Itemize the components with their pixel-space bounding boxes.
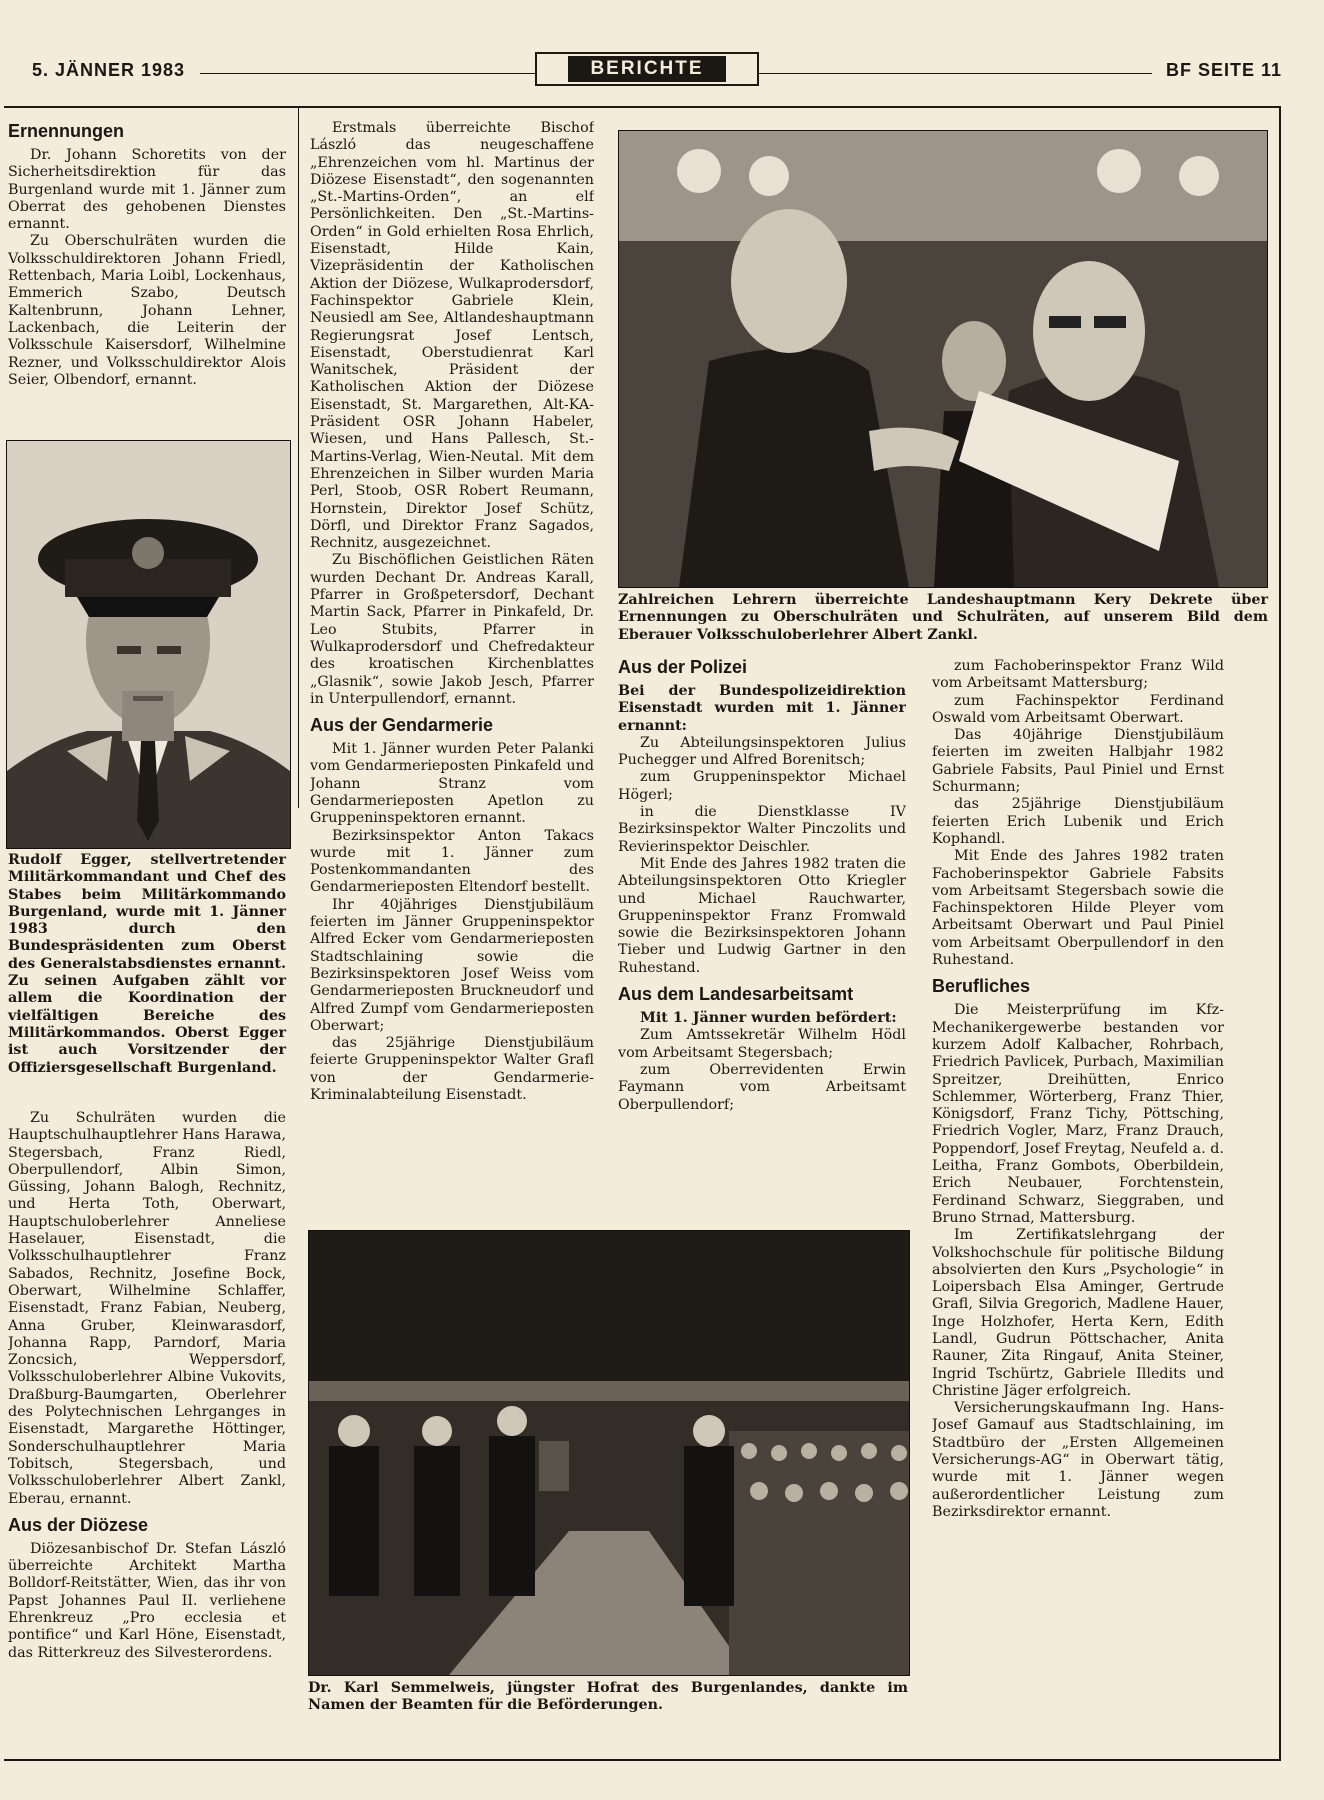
article-paragraph: Mit Ende des Jahres 1982 traten Fachoberinspektor Gabriele Fabsits vom Arbeitsamt Stegersbach sowie die Fachinspektoren Hilde Pleyer vom Arbeitsamt Oberwart und Paul Piniel vom Arbeitsamt Oberpullendorf in den Ruhestand. [932, 848, 1224, 969]
page-number: BF SEITE 11 [1165, 60, 1282, 80]
article-paragraph: Mit 1. Jänner wurden befördert: [640, 1010, 897, 1027]
bottom-photo [308, 1230, 910, 1676]
article-paragraph: Im Zertifikatslehrgang der Volkshochschule für politische Bildung absolvierten den Kurs „Psychologie“ in Loipersbach Elsa Aminger, Gertrude Grafl, Silvia Gregorich, Madlene Hauer, Inge Holzhofer, Herta Kern, Edith Landl, Gudrun Pöttschacher, Anita Rauner, Zita Ringauf, Anita Steiner, Ingrid Tschürtz, Gabriele Illedits und Christine Jäger erfolgreich. [932, 1227, 1224, 1399]
article-paragraph: zum Fachoberinspektor Franz Wild vom Arbeitsamt Mattersburg; [932, 658, 1224, 692]
section-title-berufliches: Berufliches [932, 976, 1031, 997]
article-paragraph: Zu Schulräten wurden die Hauptschulhauptlehrer Hans Harawa, Stegersbach, Franz Riedl, Oberpullendorf, Albin Simon, Güssing, Johann Balogh, Rechnitz, und Herta Toth, Oberwart, Hauptschuloberlehrer Anneliese Haselauer, Eisenstadt, die Volksschulhauptlehrer Franz Sabados, Rechnitz, Josefine Bock, Oberwart, Wilhelmine Schlaffer, Eisenstadt, Franz Fabian, Neuberg, Anna Gruber, Kleinwarasdorf, Johanna Rapp, Parndorf, Maria Zoncsich, Weppersdorf, Volksschuloberlehrer Albine Vukovits, Draßburg-Baumgarten, Oberlehrer des Polytechnischen Lehrganges in Eisenstadt, Margarethe Höttinger, Sonderschulhauptlehrer Maria Tobitsch, Stegersbach, und Volksschuloberlehrer Albert Zankl, Eberau, ernannt. [8, 1110, 286, 1507]
section-title-landesarbeitsamt: Aus dem Landesarbeitsamt [618, 984, 854, 1005]
article-paragraph: Zum Amtssekretär Wilhelm Hödl vom Arbeitsamt Stegersbach; [618, 1027, 906, 1061]
article-paragraph: Ihr 40jähriges Dienstjubiläum feierten im Jänner Gruppeninspektor Alfred Ecker vom Gendarmerieposten Stadtschlaining sowie die Bezirksinspektoren Josef Weiss vom Gendarmerieposten Bruckneudorf und Alfred Zumpf vom Gendarmerieposten Oberwart; [310, 896, 594, 1034]
portrait-photo [6, 440, 291, 849]
column-2 [310, 120, 594, 1230]
article-paragraph: Dr. Johann Schoretits von der Sicherheitsdirektion für das Burgenland wurde mit 1. Jänner zum Oberrat des gehobenen Dienstes ernannt. [8, 147, 286, 233]
section-label: BERICHTE [568, 56, 725, 82]
column-1-top [8, 120, 286, 440]
column-3 [618, 656, 906, 1224]
article-paragraph: Diözesanbischof Dr. Stefan László überreichte Architekt Martha Bolldorf-Reitstätter, Wien, das ihr von Papst Johannes Paul II. verliehene Ehrenkreuz „Pro ecclesia et pontifice“ und Karl Höne, Eisenstadt, das Ritterkreuz des Silvesterordens. [8, 1540, 286, 1661]
top-photo [618, 130, 1268, 588]
column-divider [298, 108, 299, 808]
portrait-illustration [7, 441, 290, 848]
article-paragraph: Erstmals überreichte Bischof László das neugeschaffene „Ehrenzeichen vom hl. Martinus der Diözese Eisenstadt“, den sogenannten „St.-Martins-Orden“, an elf Persönlichkeiten. Den „St.-Martins-Orden“ in Gold erhielten Rosa Ehrlich, Eisenstadt, Hilde Kain, Vizepräsidentin der Katholischen Aktion der Diözese, Wulkaprodersdorf, Fachinspektor Gabriele Klein, Neusiedl am See, Altlandeshauptmann Regierungsrat Josef Lentsch, Eisenstadt, Oberstudienrat Karl Wanitschek, Präsident der Katholischen Aktion der Diözese Eisenstadt, St. Margarethen, Alt-KA-Präsident OSR Johann Habeler, Wiesen, und Hans Pallesch, St.-Martins-Verlag, Wien-Neutal. Mit dem Ehrenzeichen in Silber wurden Maria Perl, Stoob, OSR Robert Reumann, Hornstein, Direktor Josef Schütz, Dörfl, und Direktor Franz Sagados, Rechnitz, ausgezeichnet. [310, 120, 594, 552]
bottom-photo-caption: Dr. Karl Semmelweis, jüngster Hofrat des Burgenlandes, dankte im Namen der Beamten für die Beförderungen. [308, 1680, 908, 1714]
article-paragraph: Versicherungskaufmann Ing. Hans-Josef Gamauf aus Stadtschlaining, im Stadtbüro der „Ersten Allgemeinen Versicherungs-AG“ in Oberwart tätig, wurde mit 1. Jänner wegen außerordentlicher Leistung zum Bezirksdirektor ernannt. [932, 1400, 1224, 1520]
top-photo-caption: Zahlreichen Lehrern überreichte Landeshauptmann Kery Dekrete über Ernennungen zu Oberschulräten und Schulräten, auf unserem Bild dem Eberauer Volksschuloberlehrer Albert Zankl. [618, 592, 1268, 643]
article-paragraph: Mit 1. Jänner wurden Peter Palanki vom Gendarmerieposten Pinkafeld und Johann Stranz vom Gendarmerieposten Apetlon zu Gruppeninspektoren ernannt. [310, 741, 594, 827]
article-paragraph: zum Gruppeninspektor Michael Högerl; [618, 769, 906, 803]
article-paragraph: das 25jährige Dienstjubiläum feierten Erich Lubenik und Erich Kophandl. [932, 796, 1224, 847]
article-paragraph: Das 40jährige Dienstjubiläum feierten im zweiten Halbjahr 1982 Gabriele Fabsits, Paul Piniel und Ernst Schurmann; [932, 727, 1224, 796]
section-title-ernennungen: Ernennungen [8, 121, 124, 141]
portrait-caption: Rudolf Egger, stellvertretender Militärkommandant und Chef des Stabes beim Militärkommando Burgenland, wurde mit 1. Jänner 1983 durch den Bundespräsidenten zum Oberst des Generalstabsdienstes ernannt. Zu seinen Aufgaben zählt vor allem die Koordination der vielfältigen Bereiche des Militärkommandos. Oberst Egger ist auch Vorsitzender der Offiziersgesellschaft Burgenland. [8, 852, 286, 1076]
article-paragraph: das 25jährige Dienstjubiläum feierte Gruppeninspektor Walter Grafl von der Gendarmerie-Kriminalabteilung Eisenstadt. [310, 1035, 594, 1104]
issue-date: 5. JÄNNER 1983 [32, 60, 186, 80]
article-paragraph: Zu Abteilungsinspektoren Julius Puchegger und Alfred Borenitsch; [618, 734, 906, 769]
article-paragraph: in die Dienstklasse IV Bezirksinspektor Walter Pinczolits und Revierinspektor Deischler. [618, 804, 906, 855]
hall-illustration [309, 1231, 909, 1675]
article-paragraph: zum Oberrevidenten Erwin Faymann vom Arbeitsamt Oberpullendorf; [618, 1061, 906, 1113]
column-4 [932, 658, 1224, 1720]
article-paragraph: Bei der Bundespolizeidirektion Eisenstadt wurden mit 1. Jänner ernannt: [618, 683, 906, 734]
article-paragraph: Zu Oberschulräten wurden die Volksschuldirektoren Johann Friedl, Rettenbach, Maria Loibl, Lockenhaus, Emmerich Szabo, Deutsch Kaltenbrunn, Johann Lehner, Lackenbach, die Leiterin der Volksschule Kaisersdorf, Wilhelmine Rezner, und Volksschuldirektor Alois Seier, Olbendorf, ernannt. [8, 233, 286, 388]
article-paragraph: zum Fachinspektor Ferdinand Oswald vom Arbeitsamt Oberwart. [932, 692, 1224, 726]
article-paragraph: Zu Bischöflichen Geistlichen Räten wurden Dechant Dr. Andreas Karall, Pfarrer in Großpetersdorf, Dechant Martin Sack, Pfarrer in Pinkafeld, Dr. Leo Stubits, Pfarrer in Wulkaprodersdorf und Chefredakteur des kroatischen Kirchenblattes „Glasnik“, sowie Jakob Jesch, Pfarrer in Unterpullendorf, ernannt. [310, 552, 594, 707]
header-rule-right [757, 73, 1152, 74]
section-label-box [535, 52, 759, 86]
column-1-bottom [8, 1110, 286, 1730]
section-title-polizei: Aus der Polizei [618, 657, 748, 677]
ceremony-illustration [619, 131, 1267, 587]
article-paragraph: Mit Ende des Jahres 1982 traten die Abteilungsinspektoren Otto Kriegler und Michael Rauchwarter, Gruppeninspektor Franz Fromwald sowie die Bezirksinspektoren Johann Tieber und Ludwig Gartner in den Ruhestand. [618, 855, 906, 976]
section-title-dioezese: Aus der Diözese [8, 1514, 149, 1535]
article-paragraph: Bezirksinspektor Anton Takacs wurde mit 1. Jänner zum Postenkommandanten des Gendarmerieposten Eltendorf bestellt. [310, 827, 594, 896]
section-title-gendarmerie: Aus der Gendarmerie [310, 715, 494, 736]
header-rule-left [200, 73, 535, 74]
article-paragraph: Die Meisterprüfung im Kfz-Mechanikergewerbe bestanden vor kurzem Adolf Kalbacher, Rohrbach, Friedrich Pavlicek, Purbach, Maximilian Spreitzer, Dreihütten, Enrico Schlemmer, Wörterberg, Franz Thier, Königsdorf, Franz Tichy, Pöttsching, Friedrich Vogler, Marz, Franz Drauch, Poppendorf, Josef Freytag, Neufeld a. d. Leitha, Franz Gombots, Oberbildein, Erich Neubauer, Forchtenstein, Ferdinand Schwarz, Sieggraben, und Bruno Strnad, Mattersburg. [932, 1002, 1224, 1226]
